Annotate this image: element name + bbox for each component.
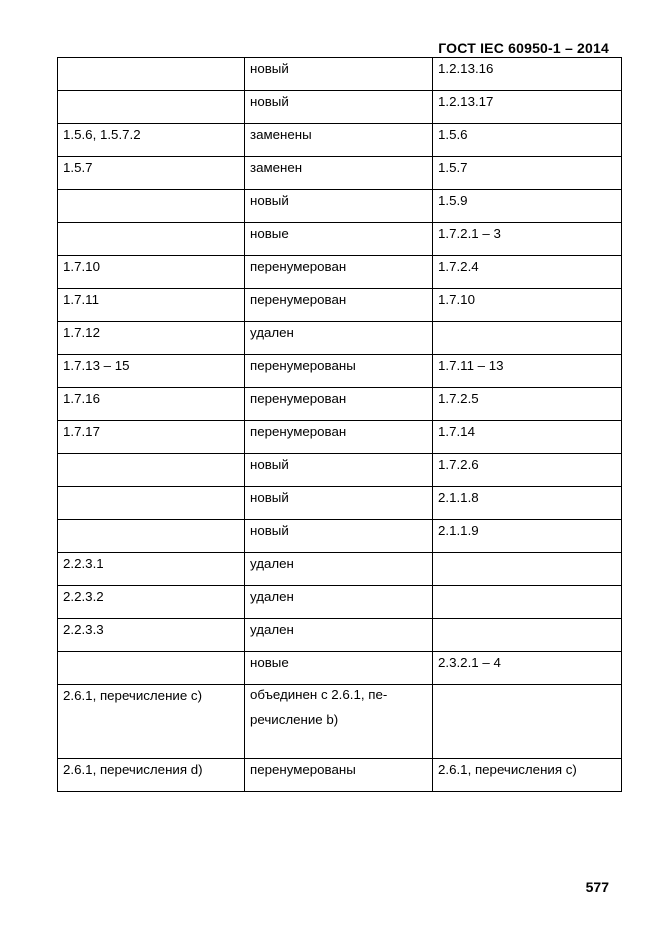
action-cell: новый (245, 58, 433, 91)
new-clause-cell: 2.1.1.8 (433, 487, 622, 520)
table-row (58, 223, 622, 256)
action-cell: новый (245, 520, 433, 553)
old-clause-cell (58, 652, 245, 685)
old-clause-cell (58, 520, 245, 553)
new-clause-cell: 1.5.6 (433, 124, 622, 157)
action-cell: перенумерован (245, 388, 433, 421)
table-row (58, 619, 622, 652)
new-clause-cell (433, 553, 622, 586)
action-cell: новый (245, 190, 433, 223)
table-row (58, 157, 622, 190)
action-cell: удален (245, 322, 433, 355)
old-clause-cell: 1.7.12 (58, 322, 245, 355)
action-cell: новый (245, 91, 433, 124)
old-clause-cell: 1.5.6, 1.5.7.2 (58, 124, 245, 157)
table-row (58, 759, 622, 792)
new-clause-cell: 2.3.2.1 – 4 (433, 652, 622, 685)
old-clause-cell (58, 190, 245, 223)
table-row (58, 487, 622, 520)
correspondence-table (57, 57, 622, 792)
table-row (58, 124, 622, 157)
table-row (58, 388, 622, 421)
table-row (58, 586, 622, 619)
action-cell: перенумерованы (245, 355, 433, 388)
action-cell: перенумерован (245, 421, 433, 454)
table-row (58, 421, 622, 454)
new-clause-cell: 1.2.13.17 (433, 91, 622, 124)
old-clause-cell (58, 223, 245, 256)
action-cell: перенумерован (245, 289, 433, 322)
action-cell: новые (245, 223, 433, 256)
page-number: 577 (585, 879, 609, 895)
new-clause-cell (433, 685, 622, 759)
table-row (58, 58, 622, 91)
table-row (58, 553, 622, 586)
old-clause-cell: 2.6.1, перечисления d) (58, 759, 245, 792)
table-row (58, 256, 622, 289)
action-cell: заменены (245, 124, 433, 157)
new-clause-cell: 1.7.2.6 (433, 454, 622, 487)
table-row (58, 322, 622, 355)
new-clause-cell: 1.7.10 (433, 289, 622, 322)
action-line-2: речисление b) (250, 712, 339, 727)
new-clause-cell: 1.7.14 (433, 421, 622, 454)
new-clause-cell (433, 586, 622, 619)
new-clause-cell: 1.7.2.5 (433, 388, 622, 421)
old-clause-cell: 1.7.17 (58, 421, 245, 454)
old-clause-cell: 2.2.3.1 (58, 553, 245, 586)
action-cell: заменен (245, 157, 433, 190)
new-clause-cell (433, 322, 622, 355)
new-clause-cell: 1.5.7 (433, 157, 622, 190)
table-row (58, 652, 622, 685)
new-clause-cell: 1.7.11 – 13 (433, 355, 622, 388)
action-cell: новые (245, 652, 433, 685)
action-cell: удален (245, 619, 433, 652)
old-clause-cell (58, 91, 245, 124)
action-cell: перенумерован (245, 256, 433, 289)
action-cell: новый (245, 454, 433, 487)
table-row (58, 289, 622, 322)
table-row (58, 685, 622, 759)
document-header: ГОСТ IEC 60950-1 – 2014 (438, 40, 609, 56)
old-clause-cell (58, 487, 245, 520)
new-clause-cell: 2.6.1, перечисления с) (433, 759, 622, 792)
action-cell: удален (245, 553, 433, 586)
old-clause-cell: 1.5.7 (58, 157, 245, 190)
old-clause-cell: 1.7.13 – 15 (58, 355, 245, 388)
action-line-1: объединен с 2.6.1, пе- (250, 687, 388, 702)
table-row (58, 190, 622, 223)
new-clause-cell: 1.2.13.16 (433, 58, 622, 91)
old-clause-cell: 2.6.1, перечисление c) (58, 685, 245, 759)
action-cell: новый (245, 487, 433, 520)
new-clause-cell: 1.5.9 (433, 190, 622, 223)
old-clause-cell: 1.7.11 (58, 289, 245, 322)
action-cell: удален (245, 586, 433, 619)
new-clause-cell: 1.7.2.1 – 3 (433, 223, 622, 256)
old-clause-cell (58, 454, 245, 487)
old-clause-cell: 2.2.3.3 (58, 619, 245, 652)
table-row (58, 520, 622, 553)
new-clause-cell: 2.1.1.9 (433, 520, 622, 553)
new-clause-cell (433, 619, 622, 652)
old-clause-cell: 1.7.16 (58, 388, 245, 421)
old-clause-cell: 2.2.3.2 (58, 586, 245, 619)
table-row (58, 454, 622, 487)
action-cell: перенумерованы (245, 759, 433, 792)
table-row (58, 91, 622, 124)
new-clause-cell: 1.7.2.4 (433, 256, 622, 289)
action-cell (245, 685, 433, 759)
old-clause-cell: 1.7.10 (58, 256, 245, 289)
table-row (58, 355, 622, 388)
old-clause-cell (58, 58, 245, 91)
